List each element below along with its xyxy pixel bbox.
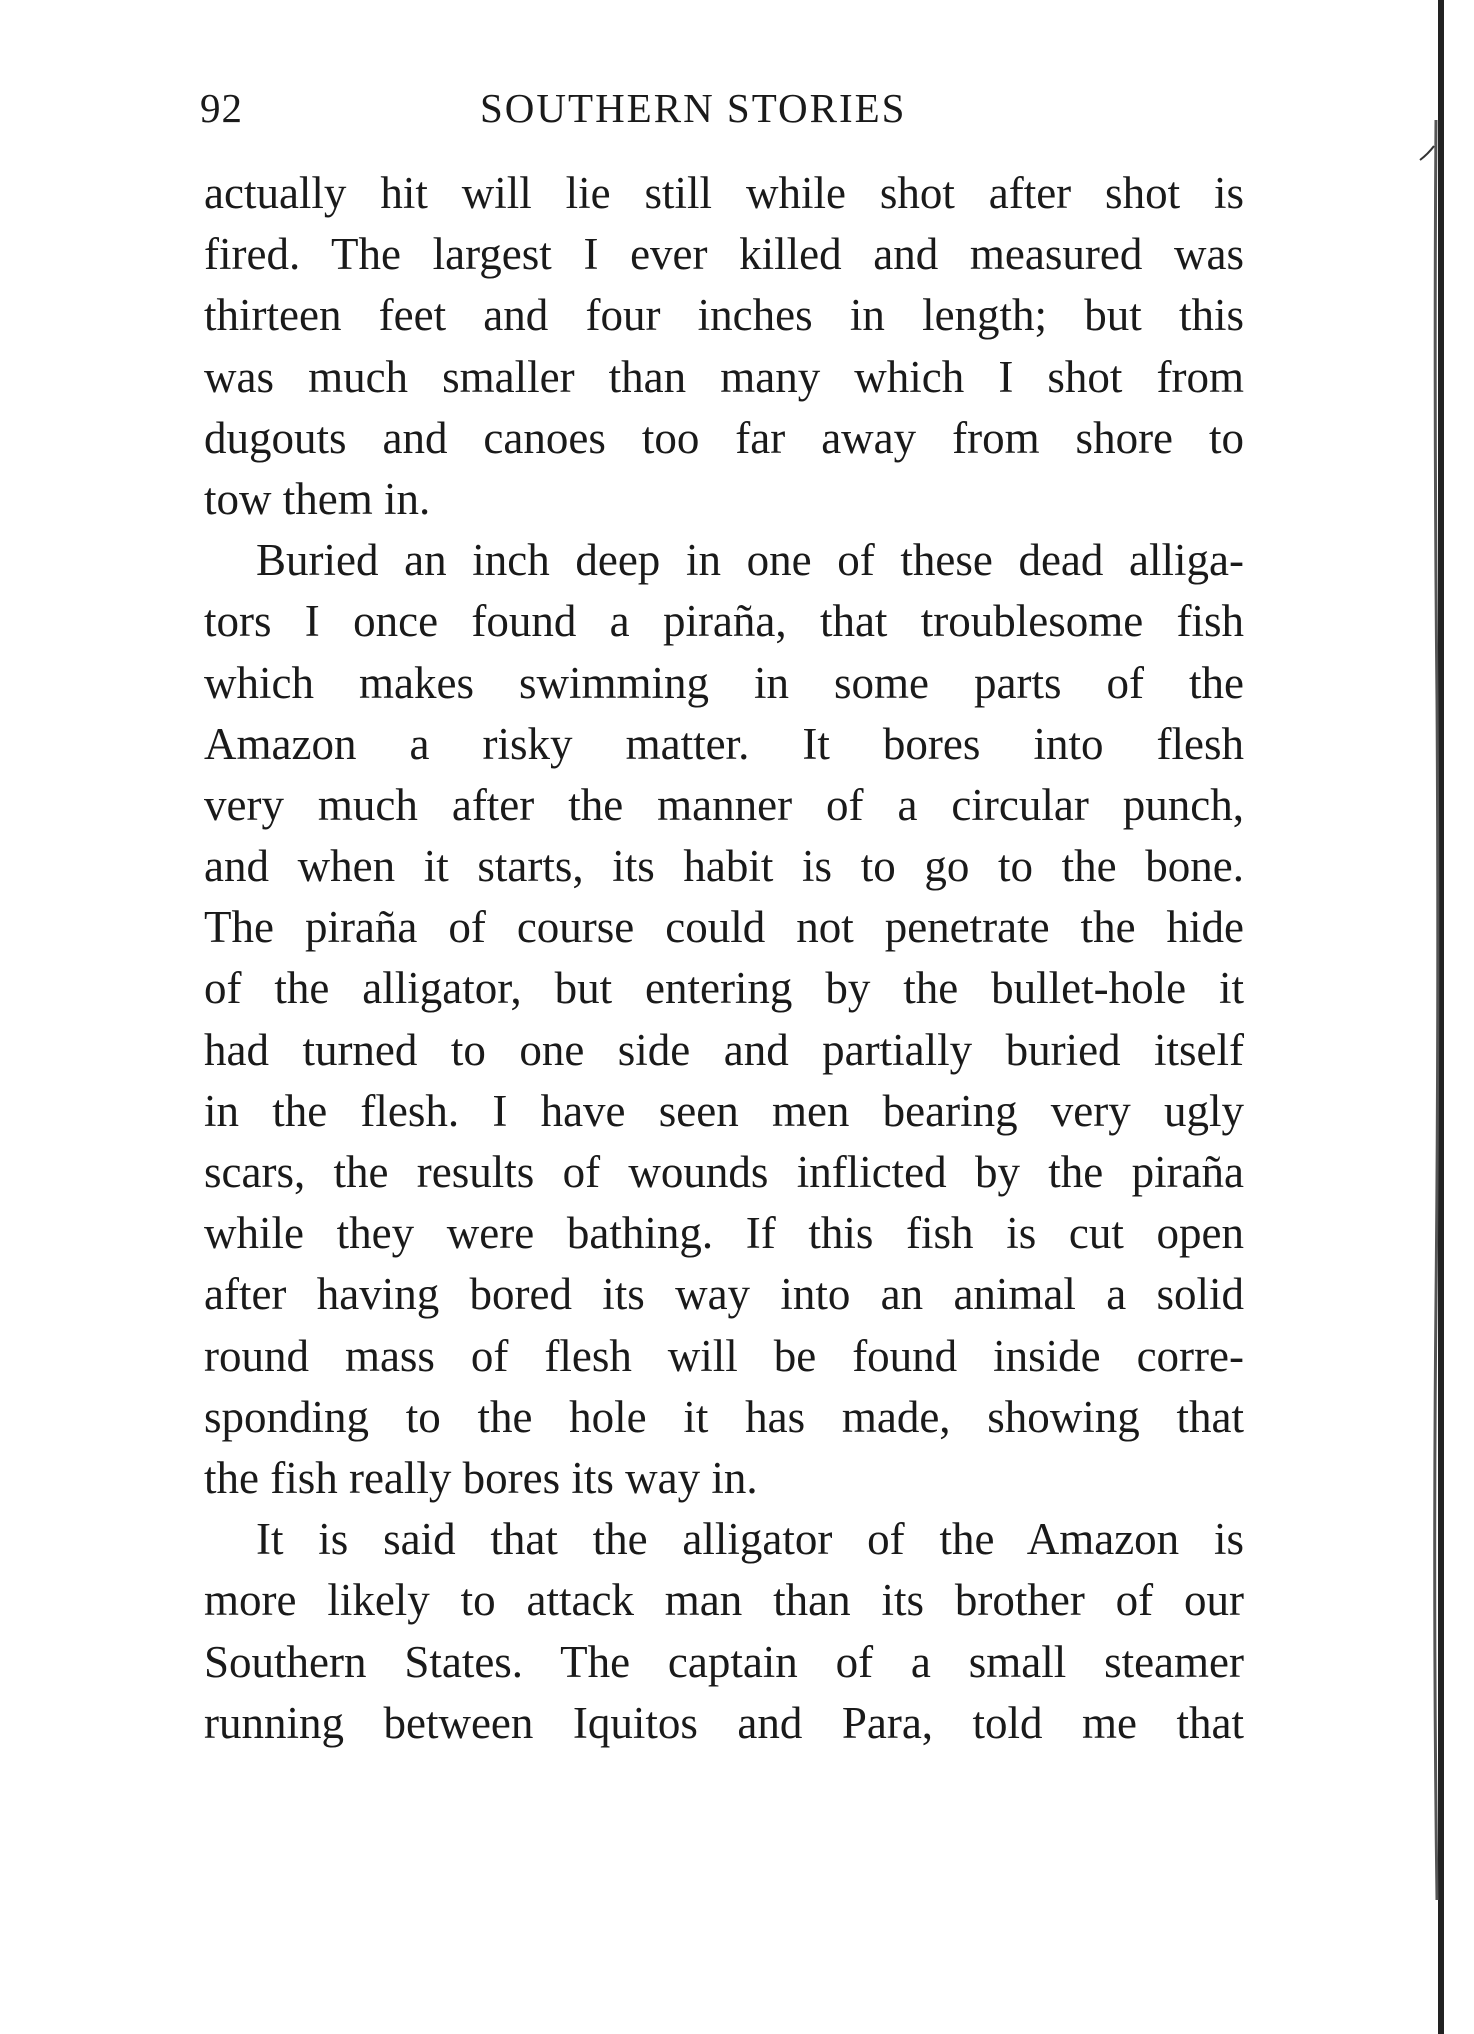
page-number: 92 [200,85,243,131]
text-line: in the flesh. I have seen men bearing very ugly [204,1085,1244,1136]
text-line: actually hit will lie still while shot after shot is [204,168,1244,218]
text-line: the fish really bores its way in. [204,1452,758,1503]
body-text [204,163,1244,1754]
text-line: more likely to attack man than its brother of our [204,1575,1244,1626]
text-line: after having bored its way into an animal a solid [204,1269,1244,1320]
text-line: Southern States. The captain of a small steamer [204,1636,1244,1687]
text-line: running between Iquitos and Para, told me that [204,1697,1244,1748]
text-line: tors I once found a piraña, that troublesome fish [204,596,1244,647]
text-line: fired. The largest I ever killed and measured was [204,229,1244,280]
page-edge-shadow [1414,0,1474,2034]
running-title: SOUTHERN STORIES [480,85,907,131]
text-line: tow them in. [204,473,431,524]
text-line: Amazon a risky matter. It bores into flesh [204,718,1244,769]
text-line: very much after the manner of a circular punch, [204,779,1244,830]
text-line: It is said that the alligator of the Amazon is [256,1514,1244,1565]
text-line: while they were bathing. If this fish is cut open [204,1208,1244,1259]
page-edge-fold-mark [1420,146,1434,160]
text-line: sponding to the hole it has made, showing that [204,1391,1244,1442]
text-line: which makes swimming in some parts of the [204,657,1244,708]
text-line: had turned to one side and partially buried itself [204,1024,1244,1075]
text-line: dugouts and canoes too far away from shore to [204,412,1244,463]
text-line: round mass of flesh will be found inside corre- [204,1330,1244,1381]
text-line: Buried an inch deep in one of these dead alliga- [256,535,1244,586]
text-line: The piraña of course could not penetrate the hide [204,902,1244,953]
text-line: thirteen feet and four inches in length; but this [204,290,1244,341]
page-edge-texture [1435,120,1438,1900]
running-head [200,78,1240,138]
text-line: scars, the results of wounds inflicted by the piraña [204,1147,1244,1197]
text-line: and when it starts, its habit is to go to the bone. [204,841,1244,892]
text-line: of the alligator, but entering by the bullet-hole it [204,963,1244,1014]
text-line: was much smaller than many which I shot from [204,351,1244,402]
